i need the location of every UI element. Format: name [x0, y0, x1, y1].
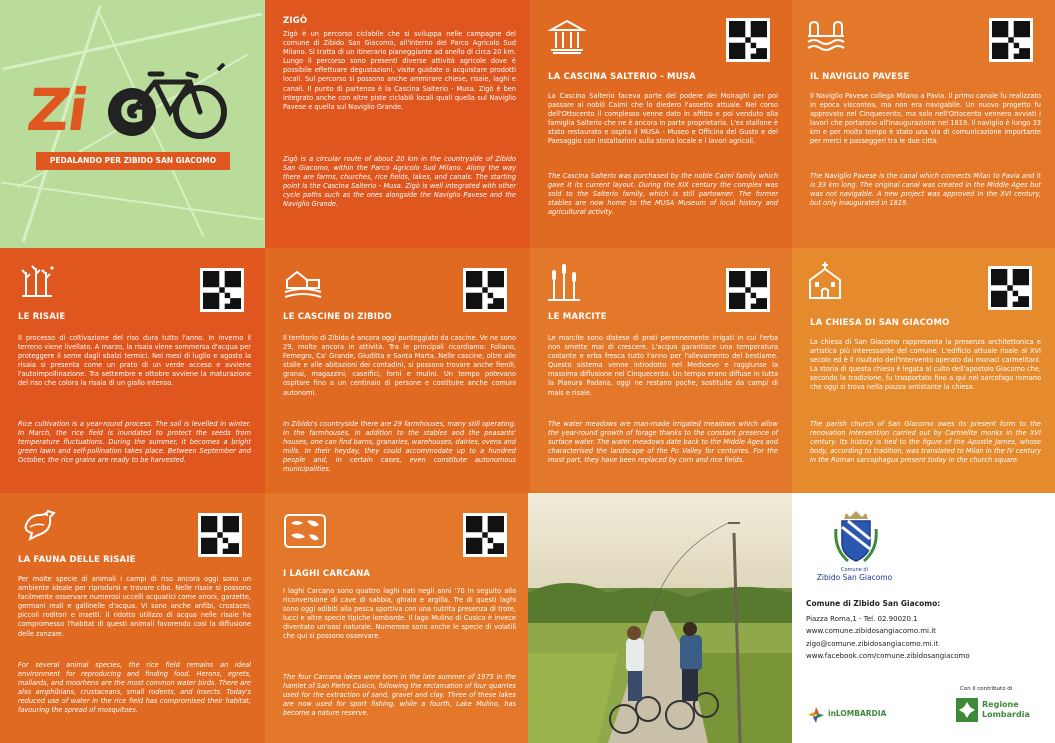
map-road: [1, 182, 264, 221]
zigo-text-it: Zigò è un percorso ciclabile che si sviluppa nelle campagne del comune di Zibido San Giacomo, all'interno del Parco Agricolo Sud Milano. Si tratta di un itinerario pianeggiante ad anello di circa 20 km. Lungo il percorso sono presenti diverse attività agricole dove è possibile effettuare degustazioni, visite guidate o acquistare prodotti locali. Sul percorso si possono anche ammirare chiese, risaie, laghi e canali. Il punto di partenza è la Cascina Salterio - Musa. Zigò è ben integrato anche con altre piste ciclabili locali quali quella sul Naviglio Pavese e quella sul Naviglio Grande.: [283, 30, 516, 111]
salterio-panel: [530, 0, 792, 248]
naviglio-panel: [792, 0, 1055, 248]
reeds-icon: [546, 262, 582, 302]
fauna-text-it: Per molte specie di animali i campi di riso ancora oggi sono un ambiente ideale per riprodursi e trovare cibo. Nelle risaie si possono facilmente osservare numerosi uccelli acquatici come aironi, garzette, germani reali e gallinelle d'acqua. Vi sono anche anfibi, crostacei, piccoli roditori e insetti. Il ridotto utilizzo di acqua nelle risaie ha compromesso l'habitat di questi animali favorendo così la diffusione delle zanzare.: [18, 575, 251, 638]
qr-code[interactable]: [200, 268, 244, 312]
marcite-text-it: Le marcite sono distese di prati perennemente irrigati in cui l'erba non smette mai di crescere. L'acqua garantisce una temperatura costante e erba fresca tutto l'anno per l'allevamento del bestiame. Questo sistema venne introdotto nel Medioevo e raggiunse la massima diffusione nel Cinquecento. Un tempo erano diffuse in tutta la Pianura Padana, oggi ne restano poche, sostituite da campi di mais e risaie.: [548, 334, 778, 397]
zigo-text-en: Zigò is a circular route of about 20 km in the countryside of Zibido San Giacomo, within the Parco Agricolo Sud Milano. Along the way there are farms, churches, rice fields, lakes, and canals. The starting point is the Cascina Salterio - Musa. Zigò is well integrated with other cycle paths such as the ones alongside the Naviglio Pavese and the Naviglio Grande.: [283, 155, 516, 209]
qr-code[interactable]: [463, 513, 507, 557]
laghi-panel: [265, 493, 530, 743]
chiesa-panel: [792, 248, 1055, 493]
fauna-title: LA FAUNA DELLE RISAIE: [18, 555, 136, 565]
zigo-title: ZIGÒ: [283, 16, 308, 26]
crest-icon: [834, 509, 878, 567]
qr-code[interactable]: [726, 268, 770, 312]
qr-code-icon: [992, 21, 1030, 59]
naviglio-title: IL NAVIGLIO PAVESE: [810, 72, 910, 82]
cascine-panel: [265, 248, 530, 493]
salterio-text-it: La Cascina Salterio faceva parte del podere dei Moiraghi per poi passare ai nobili Caimi che lo diedero l'assetto attuale. Nel corso dell'Ottocento il complesso venne dato in affitto e poi venduto alla famiglia Salterio che ne è ancora in parte proprietaria. L'ex stallone è stato restaurato e ospita il MUSA - Museo e Officina del Gusto e del Paesaggio con installazioni sulla storia locale e i lavori agricoli.: [548, 92, 778, 146]
qr-code-icon: [466, 516, 504, 554]
salterio-title: LA CASCINA SALTERIO - MUSA: [548, 72, 696, 82]
qr-code[interactable]: [463, 268, 507, 312]
zigo-panel: [265, 0, 530, 248]
risaie-text-en: Rice cultivation is a year-round process. The soil is levelled in winter. In March, the rice field is inundated to protect the seeds from temperature fluctuations. During the summer, it becomes a bright green lawn and self-pollination takes place. Between September and October, the rice grains are ready to be harvested.: [18, 420, 251, 465]
risaie-title: LE RISAIE: [18, 312, 66, 322]
info-panel: [792, 493, 1055, 743]
farm-icon: [283, 266, 323, 300]
rice-icon: [18, 262, 58, 298]
fauna-text-en: For several animal species, the rice field remains an ideal environment for reproducing and finding food. Herons, egrets, mallards, and moorhens are the most common water birds. There are also amphibians, crustaceans, small rodents, and insects. Today's reduced use of water in the rice field has compromised their habitat, favouring the spread of mosquitoes.: [18, 661, 251, 715]
cascine-text-en: In Zibido's countryside there are 29 farmhouses, many still operating. In the farmhouses, in addition to the stables and the peasants' houses, one can find barns, granaries, warehouses, dairies, ovens and mills. In their heyday, they could accommodate up to a hundred people and, in certain cases, even constitute autonomous municipalities.: [283, 420, 516, 474]
logo-panel: [0, 0, 265, 248]
inlombardia-label: inLOMBARDIA: [828, 709, 887, 718]
crest-caption: Zibido San Giacomo: [816, 573, 893, 582]
qr-code[interactable]: [726, 18, 770, 62]
chiesa-text-it: La chiesa di San Giacomo rappresenta la presenza architettonica e artistica più interessante del comune. L'edificio attuale risale al XVI secolo ed è il risultato dell'intervento operato dai monaci carmelitani. La storia di questa chiesa è legata al culto dell'apostolo Giacomo che, secondo la tradizione, fu trasportato fino a qui nel sarcofago romano che oggi si trova nella piazza antistante la chiesa.: [810, 338, 1041, 392]
museum-icon: [548, 18, 586, 56]
cascine-title: LE CASCINE DI ZIBIDO: [283, 312, 392, 322]
laghi-title: I LAGHI CARCANA: [283, 569, 371, 579]
bird-icon: [20, 507, 60, 543]
bicycle-logo-icon: [100, 62, 240, 142]
qr-code[interactable]: [198, 513, 242, 557]
qr-code-icon: [729, 21, 767, 59]
cyclists-photo: [528, 493, 792, 743]
qr-code-icon: [729, 271, 767, 309]
canal-icon: [806, 20, 846, 54]
crest-caption-small: Comune di: [841, 567, 868, 573]
laghi-text-en: The four Carcana lakes were born in the late summer of 1975 in the hamlet of San Pietro Cusico, following the reclamation of four quarries used for the extraction of sand, gravel and clay. Three of these lakes are now used for sport fishing, while a fourth, Lake Mulino, has become a nature reserve.: [283, 673, 516, 718]
chiesa-title: LA CHIESA DI SAN GIACOMO: [810, 318, 950, 328]
inlombardia-logo-icon: [806, 705, 826, 725]
email-link[interactable]: zigo@comune.zibidosangiacomo.mi.it: [806, 640, 939, 648]
qr-code[interactable]: [989, 18, 1033, 62]
regione-label-1: Regione: [982, 700, 1019, 709]
chiesa-text-en: The parish church of San Giacomo owes its present form to the renovation intervention carried out by Carmelite monks in the XVI century. Its history is tied to the figure of the Apostle James, whose body, according to tradition, was translated to Milan in the IV century in the Roman sarcophagus present today in the church square.: [810, 420, 1041, 465]
qr-code[interactable]: [988, 266, 1032, 310]
salterio-text-en: The Cascina Salterio was purchased by the noble Caimi family which gave it its current layout. During the XIX century the complex was sold to the Salterio family, which is still partowner. The former stables are now home to the MUSA Museum of local history and agricultural activity.: [548, 172, 778, 217]
municipality-name: Comune di Zibido San Giacomo:: [806, 599, 941, 608]
tagline: PEDALANDO PER ZIBIDO SAN GIACOMO: [36, 152, 230, 170]
fauna-panel: [0, 493, 265, 743]
marcite-panel: [530, 248, 792, 493]
church-icon: [806, 260, 844, 300]
qr-code-icon: [991, 269, 1029, 307]
regione-label-2: Lombardia: [982, 710, 1030, 719]
laghi-text-it: I laghi Carcana sono quattro laghi nati negli anni '70 in seguito alla riconversione di cave di sabbia, ghiaia e argilla. Tre di questi laghi sono oggi adibiti alla pesca sportiva con una nutrita presenza di trote, lucci e altre specie tipiche lombarde. Il lago Mulino di Cusico è invece diventato un'oasi naturale. Numerose sono anche le specie di volatili che qui si possono osservare.: [283, 587, 516, 641]
cascine-text-it: Il territorio di Zibido è ancora oggi punteggiato da cascine. Ve ne sono 29, molte ancora in attività. Tra le principali ricordiamo: Foliano, Femegro, Ca' Grande, Giuditta e Santa Marta. Nelle cascine, oltre alle stalle e alle abitazioni dei contadini, si possono trovare anche fienili, granai, magazzini, caseifici, forni e mulini. Un tempo potevano ospitare fino a un centinaio di persone e costituire anche comuni autonomi.: [283, 334, 516, 397]
qr-code-icon: [201, 516, 239, 554]
qr-code-icon: [466, 271, 504, 309]
website-link[interactable]: www.comune.zibidosangiacomo.mi.it: [806, 627, 936, 635]
risaie-text-it: Il processo di coltivazione del riso dura tutto l'anno. In inverno il terreno viene livellato. A marzo, la risaia viene sommersa d'acqua per proteggere il seme dagli sbalzi termici. Nei mesi di luglio e agosto la risaia si presenta come un prato di un verde acceso e avviene l'autoimpollinazione. Tra settembre e ottobre avviene la maturazione del riso che colora la risaia di un giallo intenso.: [18, 334, 251, 388]
regione-logo-icon: [956, 698, 978, 722]
marcite-text-en: The water meadows are man-made irrigated meadows which allow the year-round growth of forage thanks to the constant presence of surface water. The water meadows date back to the Middle Ages and characterised the landscape of the Po Valley for centuries. For the most part, they have been replaced by corn and rice fields.: [548, 420, 778, 465]
address: Piazza Roma,1 - Tel. 02.90020.1: [806, 615, 918, 623]
brand-logo-text: Zi: [23, 76, 91, 144]
facebook-link[interactable]: www.facebook.com/comune.zibidosangiacomo: [806, 652, 970, 660]
svg-text:G: G: [119, 95, 145, 130]
naviglio-text-it: Il Naviglio Pavese collega Milano a Pavia. Il primo canale fu realizzato in epoca viscontea, ma non era navigabile. Un nuovo progetto fu approvato nel Cinquecento, ma solo nell'Ottocento vennero avviati i lavori che portarono all'inaugurazione nel 1819. Il naviglio è lungo 33 km e per molto tempo è stato una via di comunicazione importante per merci e passeggeri tra le due città.: [810, 92, 1041, 146]
risaie-panel: [0, 248, 265, 493]
marcite-title: LE MARCITE: [548, 312, 607, 322]
qr-code-icon: [203, 271, 241, 309]
cyclists-photo-image: [528, 493, 792, 743]
naviglio-text-en: The Naviglio Pavese is the canal which connects Milan to Pavia and it is 33 km long. The original canal was created in the Middle Ages but was not navigable. A new project was approved in the XVI century, but only inaugurated in 1819.: [810, 172, 1041, 208]
lakes-icon: [283, 513, 327, 549]
contribution-label: Con il contributo di: [960, 686, 1013, 692]
